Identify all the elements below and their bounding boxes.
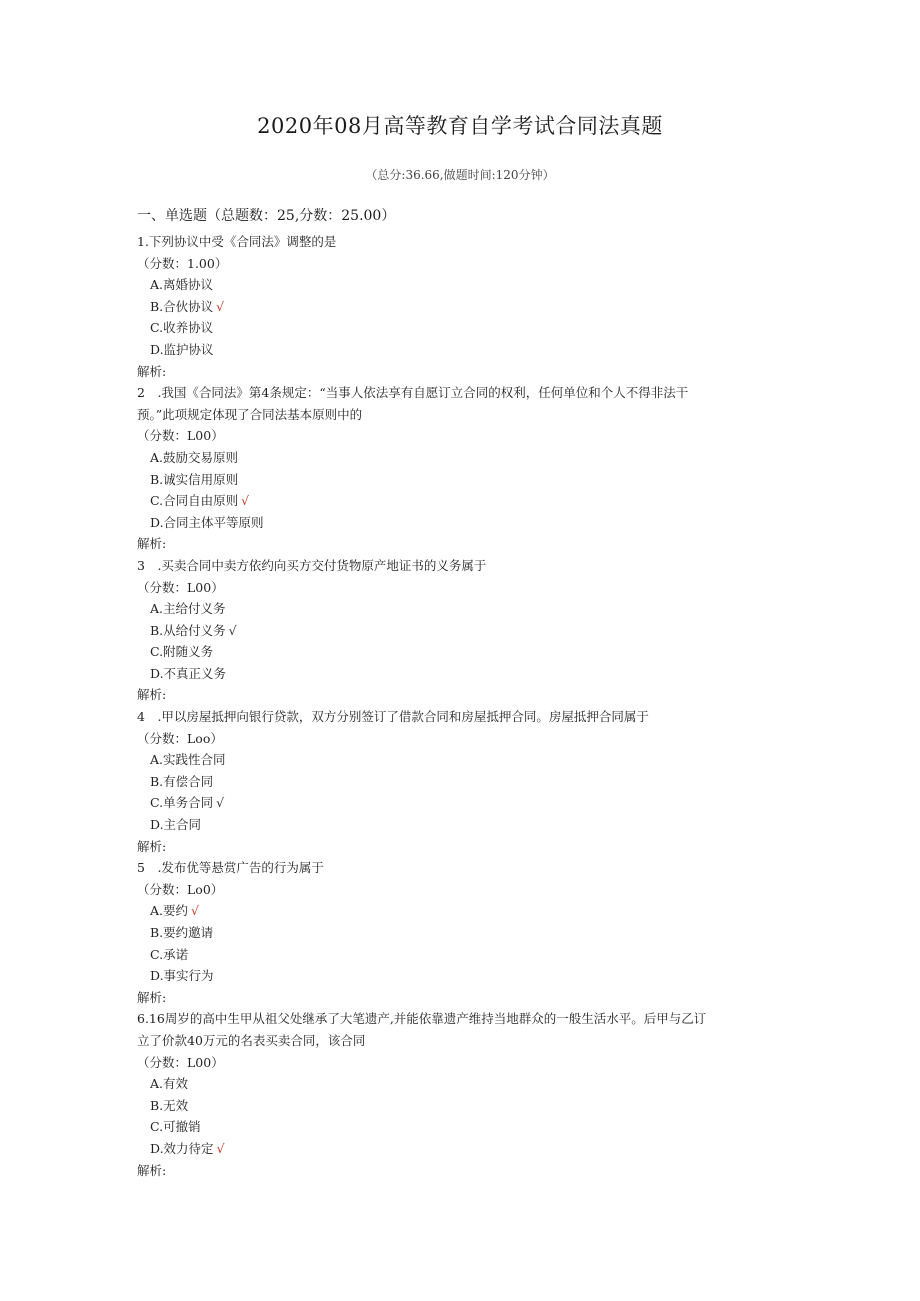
answer-option-text: B.无效 — [150, 1097, 189, 1113]
question-explanation: 解析: — [137, 1162, 167, 1178]
answer-option-text: A.要约 — [150, 903, 189, 919]
question-score: （分数：Loo） — [137, 730, 223, 746]
correct-answer-check-icon: √ — [216, 1140, 225, 1156]
question-list — [137, 231, 777, 1181]
answer-option — [137, 274, 777, 296]
question-text: 1.下列协议中受《合同法》调整的是 — [137, 234, 337, 249]
answer-option — [137, 1073, 777, 1095]
answer-option-text: C.收养协议 — [150, 320, 214, 336]
question-text: 5 .发布优等悬赏广告的行为属于 — [137, 860, 324, 876]
document-title: 2020年08月高等教育自学考试合同法真题 — [257, 114, 663, 138]
answer-option — [137, 598, 777, 620]
answer-option-text: C.可撤销 — [150, 1119, 201, 1135]
answer-option — [137, 900, 777, 922]
answer-option-text: D.监护协议 — [150, 341, 214, 357]
answer-option — [137, 447, 777, 469]
answer-option-text: A.有效 — [150, 1076, 189, 1092]
answer-option-text: A.主给付义务 — [150, 601, 226, 617]
question-explanation: 解析: — [137, 838, 167, 854]
answer-option — [137, 620, 777, 642]
question-text: 6.16周岁的高中生甲从祖父处继承了大笔遗产,并能依靠遗产维持当地群众的一般生活水平。后甲与乙订 — [137, 1011, 707, 1027]
answer-option-text: D.主合同 — [150, 817, 202, 833]
question-score: （分数：L00） — [137, 428, 224, 444]
answer-option — [137, 792, 777, 814]
answer-option-text: C.承诺 — [150, 946, 189, 962]
answer-option — [137, 490, 777, 512]
answer-option-text: D.不真正义务 — [150, 665, 227, 681]
correct-answer-check-icon: √ — [191, 903, 199, 919]
section-heading: 一、单选题（总题数：25,分数：25.00） — [137, 208, 396, 224]
question-score: （分数：L00） — [137, 579, 224, 595]
question-explanation: 解析: — [137, 989, 167, 1005]
answer-option — [137, 663, 777, 685]
question-text: 立了价款40万元的名表买卖合同，该合同 — [137, 1032, 366, 1048]
answer-option — [137, 922, 777, 944]
answer-option — [137, 944, 777, 966]
correct-answer-check-icon: √ — [228, 622, 237, 638]
answer-option-text: C.附随义务 — [150, 644, 214, 660]
answer-option-text: A.离婚协议 — [150, 277, 214, 293]
answer-option — [137, 1095, 777, 1117]
question-item — [137, 1008, 777, 1181]
question-text: 4 .甲以房屋抵押向银行贷款，双方分别签订了借款合同和房屋抵押合同。房屋抵押合同属于 — [137, 709, 649, 725]
question-explanation: 解析: — [137, 687, 167, 703]
question-explanation: 解析: — [137, 363, 167, 379]
answer-option-text: D.事实行为 — [150, 968, 214, 984]
question-item — [137, 231, 777, 382]
question-text: 预。”此项规定体现了合同法基本原则中的 — [137, 406, 363, 422]
document-subtitle: （总分:36.66,做题时间:120分钟） — [365, 168, 555, 182]
question-text: 2 .我国《合同法》第4条规定：“当事人依法享有自愿订立合同的权利，任何单位和个人不得非法干 — [137, 385, 689, 401]
answer-option-text: B.要约邀请 — [150, 925, 214, 940]
answer-option — [137, 339, 777, 361]
answer-option — [137, 965, 777, 987]
correct-answer-check-icon: √ — [216, 298, 225, 314]
answer-option-text: C.单务合同 — [150, 795, 214, 811]
answer-option — [137, 1116, 777, 1138]
answer-option — [137, 641, 777, 663]
answer-option-text: B.诚实信用原则 — [150, 471, 239, 487]
question-item — [137, 706, 777, 857]
question-score: （分数：L00） — [137, 1054, 224, 1070]
question-text: 3 .买卖合同中卖方依约向买方交付货物原产地证书的义务属于 — [137, 557, 487, 573]
answer-option — [137, 814, 777, 836]
answer-option — [137, 296, 777, 318]
answer-option — [137, 749, 777, 771]
answer-option-text: B.合伙协议 — [150, 298, 214, 314]
answer-option — [137, 771, 777, 793]
question-item — [137, 382, 777, 555]
answer-option — [137, 1138, 777, 1160]
question-item — [137, 857, 777, 1008]
answer-option-text: B.有偿合同 — [150, 773, 214, 789]
answer-option-text: D.效力待定 — [150, 1140, 214, 1156]
question-score: （分数：Lo0） — [137, 881, 224, 897]
answer-option-text: C.合同自由原则 — [150, 493, 239, 509]
answer-option-text: A.实践性合同 — [150, 752, 226, 768]
correct-answer-check-icon: √ — [216, 795, 225, 811]
question-explanation: 解析: — [137, 536, 167, 552]
correct-answer-check-icon: √ — [241, 493, 250, 509]
answer-option-text: D.合同主体平等原则 — [150, 514, 264, 530]
answer-option-text: A.鼓励交易原则 — [150, 449, 239, 465]
answer-option — [137, 317, 777, 339]
answer-option-text: B.从给付义务 — [150, 622, 226, 638]
question-item — [137, 555, 777, 706]
answer-option — [137, 512, 777, 534]
question-score: （分数：1.00） — [137, 255, 228, 271]
answer-option — [137, 469, 777, 491]
